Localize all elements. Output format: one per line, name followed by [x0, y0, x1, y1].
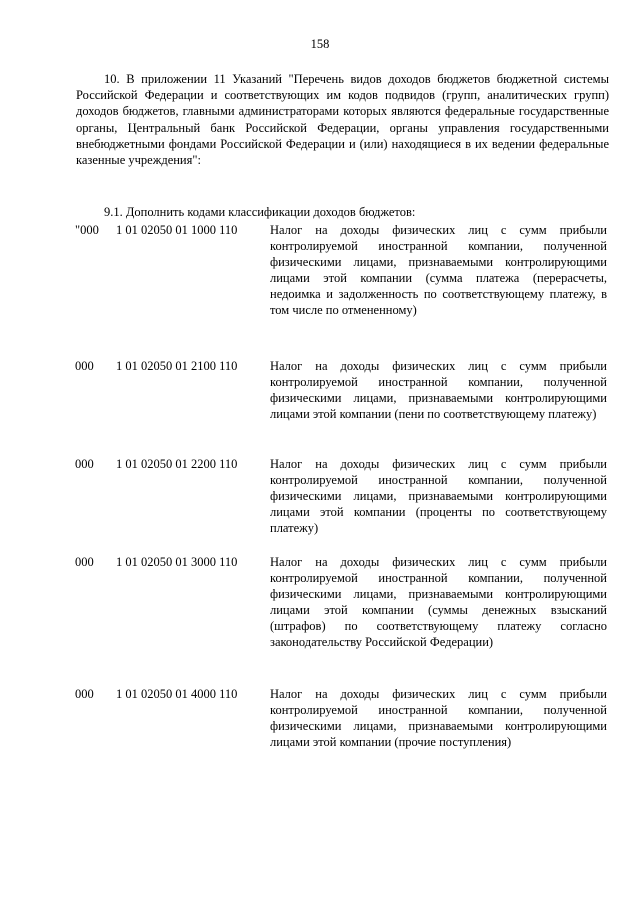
kbk-code: 1 01 02050 01 1000 110 [116, 223, 238, 237]
row-description: Налог на доходы физических лиц с сумм прибыли контролируемой иностранной компании, полученной физическими лицами, признаваемыми контролирующими лицами этой компании (сумма платежа (перерасчеты, недоимка и задолженность по соответствующему платежу, в том числе по отмененному) [270, 223, 607, 317]
admin-code: "000 [75, 223, 99, 237]
page-number: 158 [310, 37, 330, 51]
kbk-code: 1 01 02050 01 3000 110 [116, 555, 238, 569]
intro-paragraph: 10. В приложении 11 Указаний "Перечень видов доходов бюджетов бюджетной системы Российской Федерации и соответствующих им кодов подвидов (групп, аналитических групп) доходов бюджетов, главными администраторами которых являются федеральные государственные органы, Центральный банк Российской Федерации, органы управления государственными внебюджетными фондами Российской Федерации и (или) находящиеся в их ведении федеральные казенные учреждения": [76, 72, 609, 168]
subpoint-heading: 9.1. Дополнить кодами классификации доходов бюджетов: [104, 205, 416, 219]
kbk-code: 1 01 02050 01 4000 110 [116, 687, 238, 701]
admin-code: 000 [75, 359, 94, 373]
row-description: Налог на доходы физических лиц с сумм прибыли контролируемой иностранной компании, полученной физическими лицами, признаваемыми контролирующими лицами этой компании (проценты по соответствующему платежу) [270, 457, 607, 535]
kbk-code: 1 01 02050 01 2200 110 [116, 457, 238, 471]
admin-code: 000 [75, 555, 94, 569]
row-description: Налог на доходы физических лиц с сумм прибыли контролируемой иностранной компании, полученной физическими лицами, признаваемыми контролирующими лицами этой компании (суммы денежных взысканий (штрафов) по соответствующему платежу согласно законодательству Российской Федерации) [270, 555, 607, 649]
row-description: Налог на доходы физических лиц с сумм прибыли контролируемой иностранной компании, полученной физическими лицами, признаваемыми контролирующими лицами этой компании (пени по соответствующему платежу) [270, 359, 607, 421]
row-description: Налог на доходы физических лиц с сумм прибыли контролируемой иностранной компании, полученной физическими лицами, признаваемыми контролирующими лицами этой компании (прочие поступления) [270, 687, 607, 749]
admin-code: 000 [75, 457, 94, 471]
kbk-code: 1 01 02050 01 2100 110 [116, 359, 238, 373]
admin-code: 000 [75, 687, 94, 701]
